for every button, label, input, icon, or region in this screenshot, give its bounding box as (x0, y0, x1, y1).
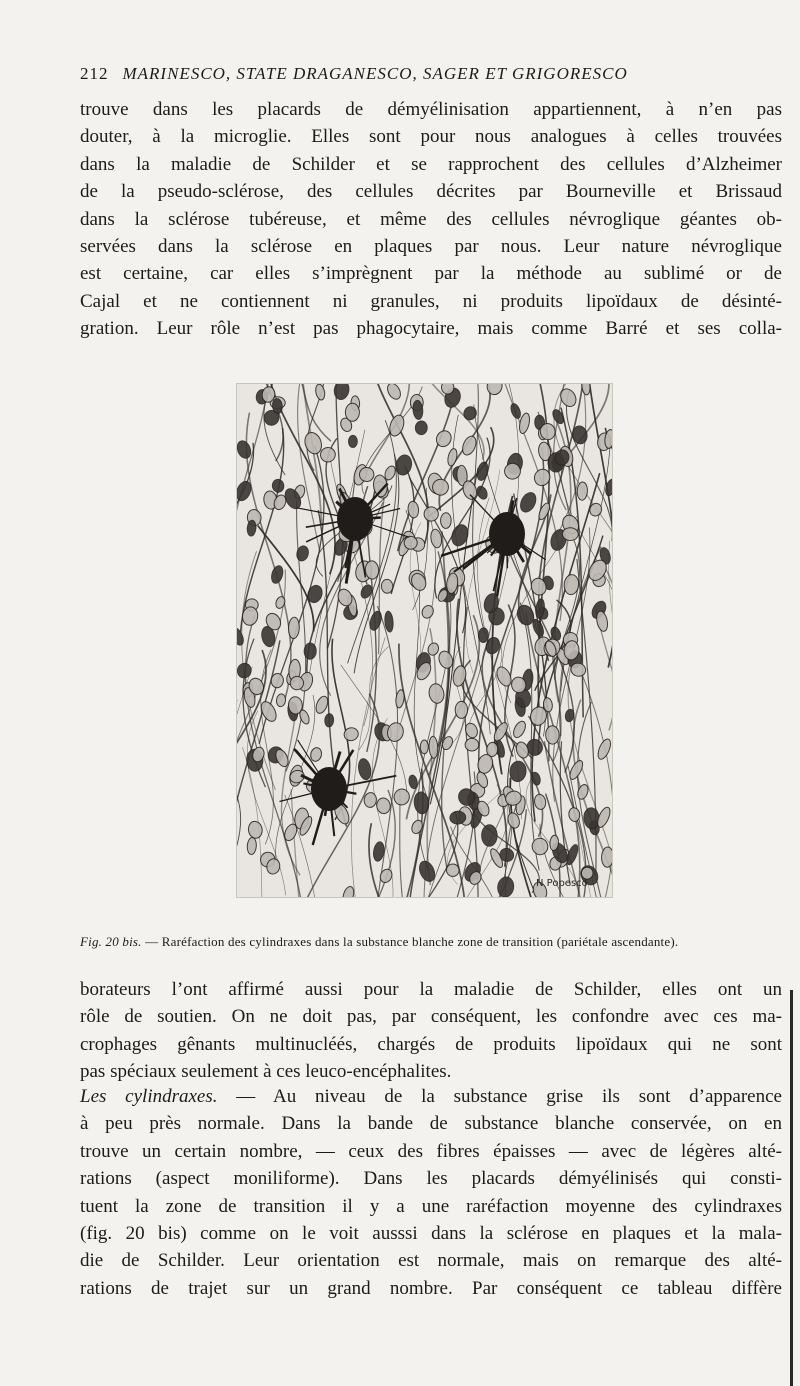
histology-figure (236, 383, 613, 898)
cell-nucleus (478, 628, 489, 643)
text-line: douter, à la microglie. Elles sont pour nous analogues à celles trouvées (80, 126, 782, 148)
cell-nucleus (440, 513, 451, 529)
cell-nucleus (420, 604, 435, 620)
axon-fibre (463, 607, 478, 897)
cell-nucleus (276, 693, 286, 707)
text-run: — Au niveau de la substance grise ils sont d’apparence (217, 1086, 782, 1107)
axon-fibre (237, 796, 241, 897)
cell-nucleus (475, 461, 489, 481)
cell-nucleus (482, 825, 497, 846)
cell-nucleus (420, 740, 428, 754)
text-line: rations de trajet sur un grand nombre. Par conséquent ce tableau diffère (80, 1277, 782, 1299)
cell-nucleus (446, 448, 458, 467)
cell-nucleus (496, 876, 515, 897)
text-line: tuent la zone de transition il y a une raréfaction moyenne des cylindraxes (80, 1195, 782, 1217)
text-line: est certaine, car elles s’imprègnent par la méthode au sublimé or de (80, 263, 782, 285)
cell-nucleus (577, 482, 588, 501)
cell-nucleus (455, 701, 467, 718)
paragraph-middle (80, 976, 782, 1086)
text-line (80, 1083, 782, 1110)
cell-nucleus (304, 643, 317, 660)
axon-fibre (237, 384, 269, 575)
cell-nucleus (385, 384, 403, 401)
cell-nucleus (564, 709, 575, 723)
cell-nucleus (357, 758, 373, 781)
cell-nucleus (517, 490, 538, 515)
axon-fibre (291, 789, 304, 897)
text-line: dans la maladie de Schilder et se rapprochent des cellules d’Alzheimer (80, 153, 782, 175)
cell-nucleus (415, 421, 428, 436)
cell-nucleus (271, 479, 284, 493)
glial-cell-body (311, 767, 347, 811)
cell-nucleus (595, 610, 609, 632)
axon-fibre (282, 703, 300, 875)
section-heading: Les cylindraxes. (80, 1086, 218, 1107)
cell-nucleus (270, 564, 285, 584)
cell-nucleus (341, 885, 355, 897)
text-line: borateurs l’ont affirmé aussi pour la maladie de Schilder, elles ont un (80, 979, 782, 1000)
cell-nucleus (247, 520, 257, 536)
figure-drawing (237, 384, 612, 897)
cell-nucleus (551, 408, 566, 426)
cell-nucleus (349, 435, 358, 447)
running-head-authors: MARINESCO, STATE DRAGANESCO, SAGER ET GRIGORESCO (122, 64, 628, 83)
text-line: crophages gênants multinucléés, chargés de produits lipoïdaux qui ne sont (80, 1033, 782, 1055)
text-line: Cajal et ne contiennent ni granules, ni produits lipoïdaux de désinté- (80, 290, 782, 312)
cell-nucleus (247, 837, 257, 855)
text-line: trouve un certain nombre, — ceux des fibres épaisses — avec de légères alté- (80, 1140, 782, 1162)
cell-nucleus (295, 545, 310, 563)
text-line: rôle de soutien. On ne doit pas, par conséquent, les confondre avec ces ma- (80, 1006, 782, 1028)
text-line: rations (aspect moniliforme). Dans les placards démyélinisés qui consti- (80, 1168, 782, 1190)
paragraph-bottom (80, 1083, 782, 1302)
running-head (80, 64, 780, 84)
cell-nucleus (324, 713, 334, 727)
cell-nucleus (288, 617, 300, 639)
cell-nucleus (581, 384, 591, 395)
axon-fibre (242, 747, 280, 897)
cell-nucleus (562, 528, 578, 541)
cell-nucleus (511, 719, 528, 739)
cell-nucleus (429, 736, 439, 758)
cell-nucleus (475, 485, 489, 501)
cell-nucleus (345, 403, 359, 421)
cell-nucleus (408, 774, 418, 789)
paragraph-top (80, 96, 782, 343)
figure-signature: N Popesco (536, 878, 588, 889)
cell-nucleus (583, 807, 600, 829)
figure-caption (80, 934, 782, 950)
cell-nucleus (333, 384, 351, 401)
cell-nucleus (363, 792, 377, 808)
cell-nucleus (596, 737, 612, 761)
text-line: gration. Leur rôle n’est pas phagocytaire, mais comme Barré et ses colla- (80, 318, 782, 340)
cell-nucleus (422, 505, 440, 523)
cell-nucleus (392, 787, 411, 807)
glial-cell-body (337, 497, 373, 541)
cell-nucleus (465, 738, 479, 751)
cell-nucleus (460, 434, 479, 457)
cell-nucleus (247, 820, 263, 839)
cell-nucleus (558, 386, 579, 409)
cell-nucleus (509, 760, 527, 782)
cell-nucleus (486, 384, 504, 396)
text-line: (fig. 20 bis) comme on le voit ausssi dans la sclérose en plaques et la mala- (80, 1222, 782, 1244)
page-edge-shadow (790, 990, 793, 1386)
text-line: de la pseudo-sclérose, des cellules décrites par Bourneville et Brissaud (80, 181, 782, 203)
text-line: trouve dans les placards de démyélinisation appartiennent, à n’en pas (80, 99, 782, 120)
text-line: servées dans la sclérose en plaques par nous. Leur nature névroglique (80, 235, 782, 257)
cell-nucleus (427, 682, 445, 704)
cell-nucleus (237, 662, 253, 680)
cell-nucleus (533, 794, 546, 811)
text-line: pas spéciaux seulement à ces leuco-encéphalites. (80, 1061, 452, 1083)
caption-label: Fig. 20 bis. (80, 934, 142, 949)
cell-nucleus (449, 523, 470, 548)
cell-nucleus (381, 579, 393, 593)
text-line: à peu près normale. Dans la bande de substance blanche conservée, on en (80, 1113, 782, 1135)
cell-nucleus (509, 402, 522, 419)
cell-nucleus (314, 384, 325, 401)
glial-cell-body (489, 512, 525, 556)
cell-nucleus (314, 695, 330, 716)
cell-nucleus (545, 725, 559, 744)
text-line: die de Schilder. Leur orientation est normale, mais on remarque des alté- (80, 1250, 782, 1272)
cell-nucleus (394, 453, 414, 476)
page-number: 212 (80, 64, 109, 83)
text-line: dans la sclérose tubéreuse, et même des cellules névroglique géantes ob- (80, 208, 782, 230)
cell-nucleus (309, 746, 323, 762)
caption-text: — Raréfaction des cylindraxes dans la substance blanche zone de transition (pariétale ascendante). (141, 934, 679, 949)
cell-nucleus (462, 405, 479, 422)
cell-nucleus (531, 618, 546, 638)
